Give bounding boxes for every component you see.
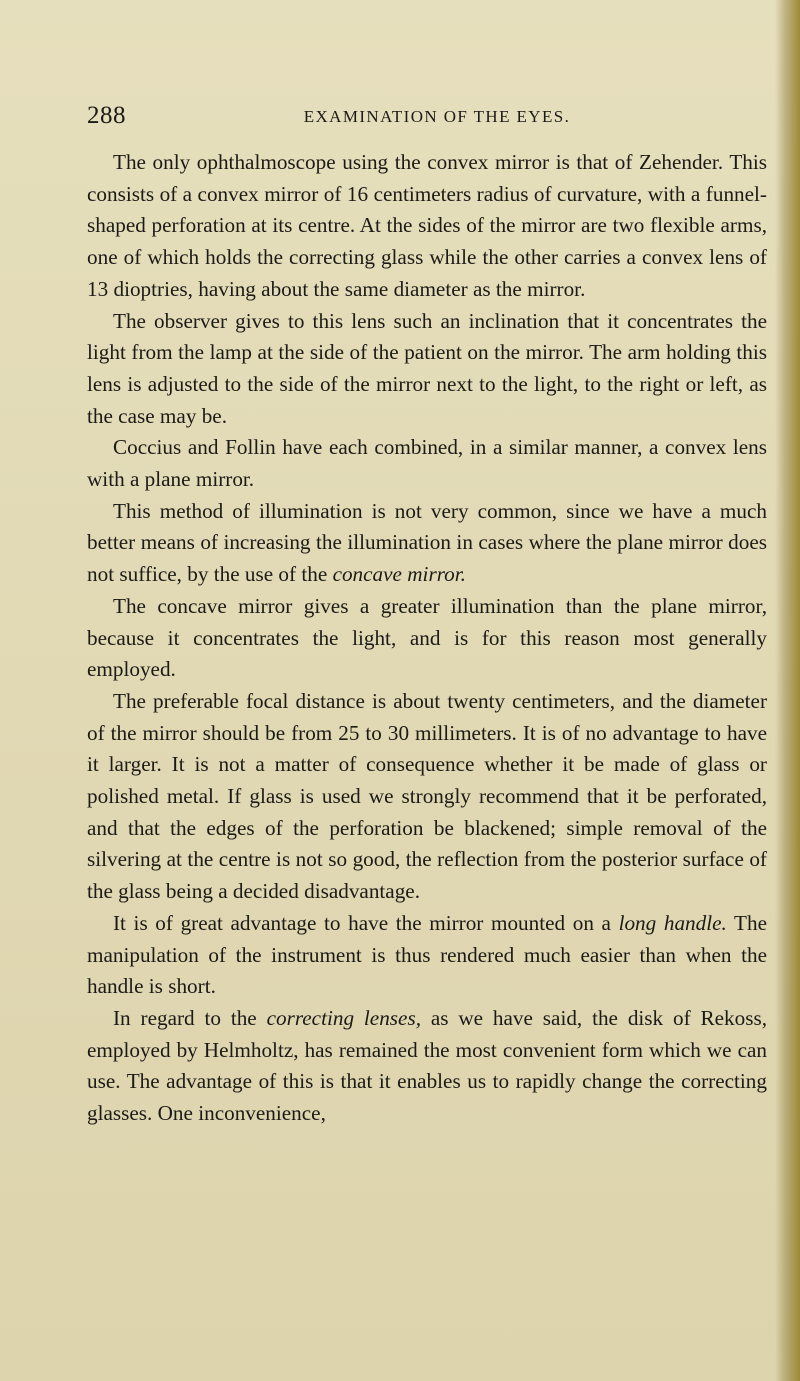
paragraph bbox=[87, 496, 767, 591]
running-head: EXAMINATION OF THE EYES. bbox=[303, 107, 571, 126]
paragraph-text: This method of illumination is not very common, since we have a much better means of increasing the illumination in cases where the plane mirror does not suffice, by the use of the bbox=[87, 498, 767, 587]
paragraph bbox=[87, 908, 767, 1003]
paragraph: The concave mirror gives a greater illumination than the plane mirror, because it concentrates the light, and is for this reason most generally employed. bbox=[87, 593, 767, 682]
paragraph-text: In regard to the bbox=[113, 1005, 267, 1030]
paragraph: The preferable focal distance is about twenty centimeters, and the diameter of the mirror should be from 25 to 30 millimeters. It is of no advantage to have it larger. It is not a matter of consequence whether it be made of glass or polished metal. If glass is used we strongly recommend that it be perforated, and that the edges of the perforation be blackened; simple removal of the silvering at the centre is not so good, the reflection from the posterior surface of the glass being a decided disadvantage. bbox=[87, 688, 767, 904]
emphasis-long-handle: long handle. bbox=[618, 910, 727, 935]
body-text bbox=[87, 147, 767, 1130]
paragraph: The only ophthalmoscope using the convex mirror is that of Zehender. This consists of a convex mirror of 16 centimeters radius of curvature, with a funnel-shaped perforation at its centre. At the sides of the mirror are two flexible arms, one of which holds the correcting glass while the other carries a convex lens of 13 dioptries, having about the same diameter as the mirror. bbox=[87, 150, 767, 301]
paragraph-text: The manipulation of the instrument is thus rendered much easier than when the handle is short. bbox=[87, 910, 768, 999]
paragraph-text: as we have said, the disk of Rekoss, employed by Helmholtz, has remained the most convenient form which we can use. The advantage of this is that it enables us to rapidly change the correcting glasses. One inconvenience, bbox=[87, 1005, 768, 1126]
paragraph: Coccius and Follin have each combined, in a similar manner, a convex lens with a plane mirror. bbox=[87, 435, 767, 492]
emphasis-concave-mirror: concave mirror. bbox=[332, 562, 466, 587]
paragraph bbox=[87, 1003, 767, 1130]
paragraph-text: It is of great advantage to have the mirror mounted on a bbox=[113, 910, 619, 935]
page-number: 288 bbox=[87, 102, 126, 129]
paragraph: The observer gives to this lens such an inclination that it concentrates the light from the lamp at the side of the patient on the mirror. The arm holding this lens is adjusted to the side of the mirror next to the light, to the right or left, as the case may be. bbox=[87, 308, 767, 428]
page-header bbox=[87, 102, 767, 132]
emphasis-correcting-lenses: correcting lenses, bbox=[266, 1005, 421, 1030]
